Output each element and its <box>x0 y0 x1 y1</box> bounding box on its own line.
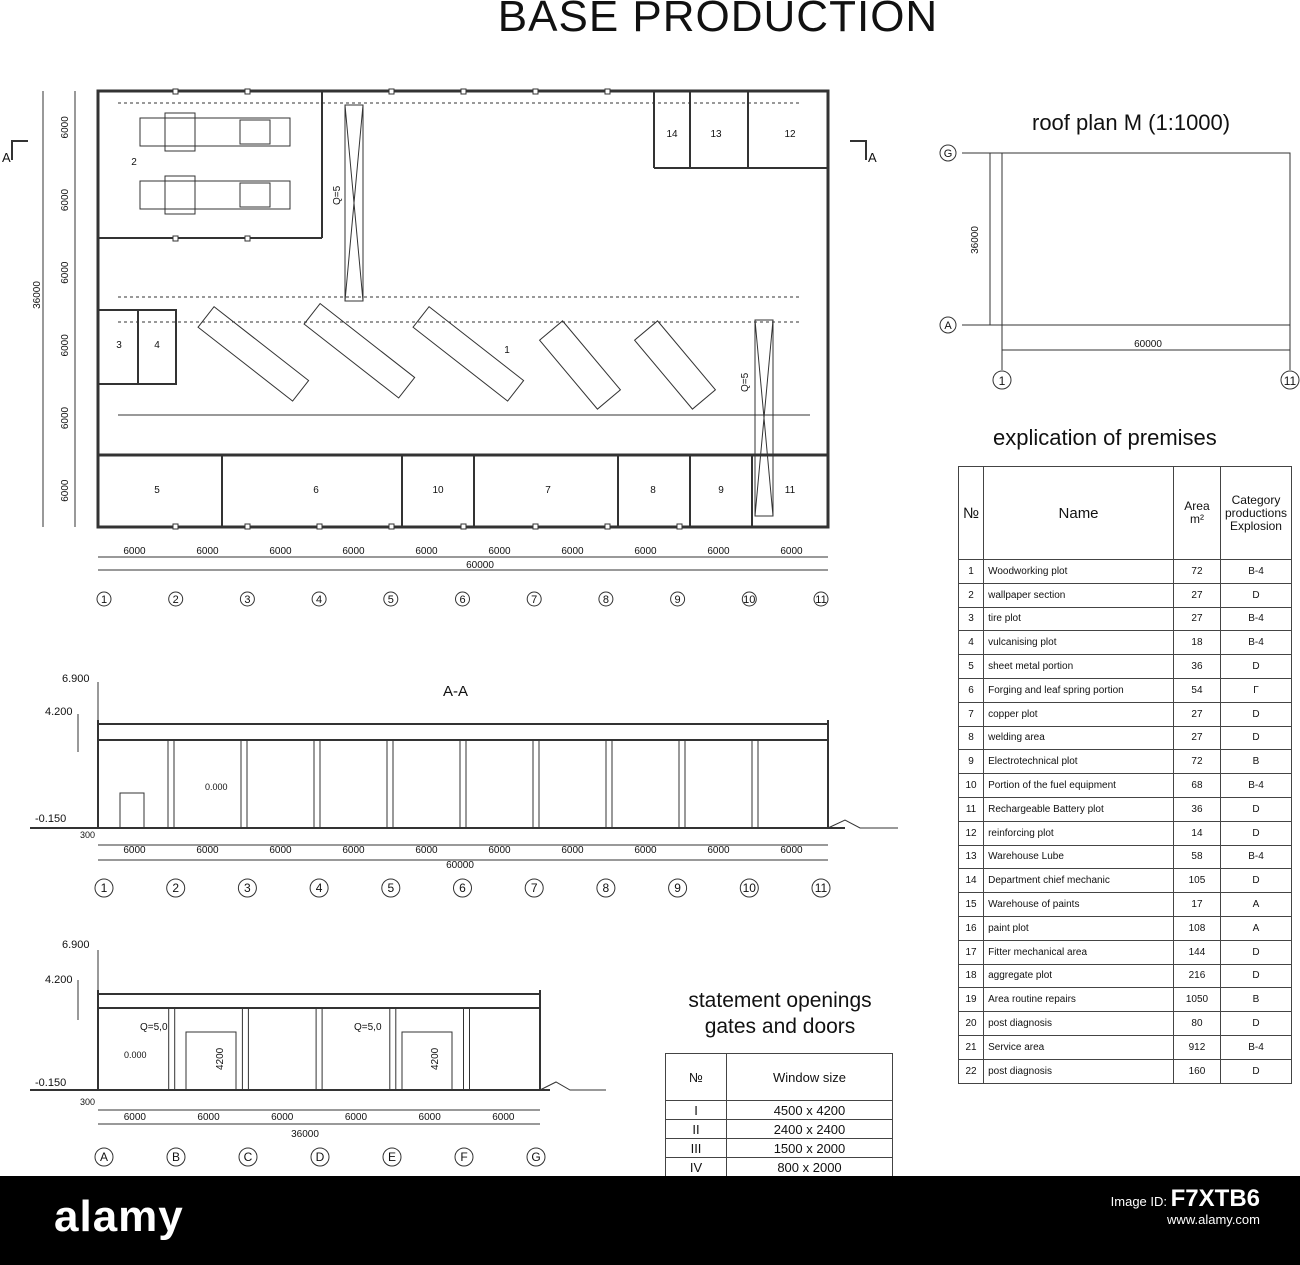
statement-title: statement openings gates and doors <box>688 989 872 1038</box>
explication-cell-cat: D <box>1220 702 1291 726</box>
explication-cell-no: 5 <box>959 655 984 679</box>
axis-label: 3 <box>244 594 251 606</box>
bb-offset: 300 <box>80 1097 96 1107</box>
explication-cell-cat: D <box>1220 964 1291 988</box>
openings-row <box>666 1120 893 1139</box>
section-column <box>314 740 320 828</box>
explication-cell-cat: Г <box>1220 678 1291 702</box>
section-bb-columns <box>169 1008 470 1090</box>
roof-outline <box>1002 153 1290 325</box>
openings-header-size: Window size <box>727 1054 893 1101</box>
explication-cell-cat: D <box>1220 583 1291 607</box>
roof-vdim: 36000 <box>970 226 981 254</box>
explication-row <box>959 845 1292 869</box>
explication-cell-name: sheet metal portion <box>984 655 1174 679</box>
openings-cell-size: 800 x 2000 <box>727 1158 893 1177</box>
explication-cell-no: 21 <box>959 1035 984 1059</box>
explication-cell-cat: B-4 <box>1220 845 1291 869</box>
section-column <box>169 1008 175 1090</box>
bb-gate-height-2: 4200 <box>430 1047 441 1070</box>
bb-crane-label-1: Q=5,0 <box>140 1022 168 1033</box>
explication-cell-no: 4 <box>959 631 984 655</box>
dimension-label: 6000 <box>634 845 657 856</box>
explication-cell-cat: B <box>1220 750 1291 774</box>
explication-cell-area: 27 <box>1173 726 1220 750</box>
explication-cell-name: post diagnosis <box>984 1012 1174 1036</box>
dimension-label: 6000 <box>123 546 146 557</box>
axis-label: E <box>387 1150 397 1164</box>
explication-cell-name: copper plot <box>984 702 1174 726</box>
aa-level-eave: 4.200 <box>45 706 73 718</box>
vertical-dimension-label: 6000 <box>60 188 71 212</box>
explication-row <box>959 821 1292 845</box>
openings-cell-size: 4500 x 4200 <box>727 1101 893 1120</box>
explication-header-row <box>959 467 1292 560</box>
explication-cell-no: 16 <box>959 916 984 940</box>
axis-label: 1 <box>100 881 108 895</box>
openings-cell-no: II <box>666 1120 727 1139</box>
axis-label: 2 <box>172 594 179 606</box>
explication-cell-area: 216 <box>1173 964 1220 988</box>
explication-cell-area: 17 <box>1173 893 1220 917</box>
axis-label: 10 <box>742 881 756 895</box>
openings-cell-no: III <box>666 1139 727 1158</box>
room-number: 5 <box>154 485 160 496</box>
dimension-label: 6000 <box>415 546 438 557</box>
explication-cell-name: Warehouse of paints <box>984 893 1174 917</box>
explication-cell-no: 9 <box>959 750 984 774</box>
room-number: 6 <box>313 485 319 496</box>
explication-row <box>959 607 1292 631</box>
explication-row <box>959 750 1292 774</box>
image-id: F7XTB6 <box>1170 1185 1260 1212</box>
drawing-title: BASE PRODUCTION <box>497 0 939 41</box>
bb-total-dim: 36000 <box>291 1129 319 1140</box>
explication-table <box>958 466 1292 1084</box>
explication-cell-no: 17 <box>959 940 984 964</box>
dimension-label: 6000 <box>488 546 511 557</box>
explication-row <box>959 560 1292 584</box>
explication-cell-name: post diagnosis <box>984 1059 1174 1083</box>
explication-row <box>959 916 1292 940</box>
section-mark-right: A <box>868 150 877 165</box>
explication-row <box>959 893 1292 917</box>
plan-total-dim: 60000 <box>466 560 494 571</box>
explication-cell-no: 10 <box>959 774 984 798</box>
roof-hdim: 60000 <box>1134 339 1162 350</box>
axis-label: 7 <box>531 594 538 606</box>
explication-cell-no: 12 <box>959 821 984 845</box>
explication-cell-area: 144 <box>1173 940 1220 964</box>
explication-cell-cat: D <box>1220 869 1291 893</box>
explication-row <box>959 583 1292 607</box>
explication-cell-area: 27 <box>1173 702 1220 726</box>
explication-cell-no: 22 <box>959 1059 984 1083</box>
crane-label-2: Q=5 <box>740 372 751 392</box>
axis-label: 8 <box>602 881 610 895</box>
vertical-dimension-label: 6000 <box>60 406 71 430</box>
explication-cell-area: 72 <box>1173 750 1220 774</box>
section-column <box>316 1008 322 1090</box>
explication-cell-area: 1050 <box>1173 988 1220 1012</box>
explication-cell-name: tire plot <box>984 607 1174 631</box>
explication-cell-name: reinforcing plot <box>984 821 1174 845</box>
explication-cell-area: 27 <box>1173 583 1220 607</box>
dimension-label: 6000 <box>269 845 292 856</box>
watermark-footer <box>0 1176 1300 1265</box>
roof-axis-left: 1 <box>998 374 1006 388</box>
vertical-dimension-label: 6000 <box>60 334 71 357</box>
axis-label: 8 <box>602 594 609 606</box>
vertical-dimension-label: 6000 <box>60 261 71 284</box>
footer-info <box>1110 1185 1260 1229</box>
room-number: 12 <box>784 129 796 140</box>
room-number: 2 <box>131 157 137 168</box>
section-column <box>464 1008 470 1090</box>
explication-row <box>959 631 1292 655</box>
explication-cell-cat: A <box>1220 893 1291 917</box>
explication-cell-no: 3 <box>959 607 984 631</box>
aa-level-ground: -0.150 <box>35 813 67 825</box>
explication-cell-name: Fitter mechanical area <box>984 940 1174 964</box>
aa-offset: 300 <box>80 830 96 840</box>
brand-logo: alamy <box>54 1192 184 1241</box>
room-number: 10 <box>432 485 444 496</box>
bb-level-top: 6.900 <box>62 939 90 951</box>
dimension-label: 6000 <box>561 546 584 557</box>
axis-label: F <box>460 1150 468 1164</box>
aa-level-floor: 0.000 <box>205 782 228 792</box>
explication-cell-cat: B-4 <box>1220 774 1291 798</box>
openings-cell-size: 1500 x 2000 <box>727 1139 893 1158</box>
axis-label: B <box>171 1150 181 1164</box>
section-column <box>460 740 466 828</box>
header-name: Name <box>984 467 1174 560</box>
roof-axis-right: 11 <box>1283 374 1297 388</box>
explication-cell-no: 7 <box>959 702 984 726</box>
roof-plan-title: roof plan M (1:1000) <box>1032 110 1231 135</box>
openings-header-no: № <box>666 1054 727 1101</box>
room-number: 7 <box>545 485 551 496</box>
vertical-dimension-label: 6000 <box>60 116 71 139</box>
vertical-dimension-label: 6000 <box>60 479 71 502</box>
explication-row <box>959 702 1292 726</box>
axis-label: G <box>531 1150 541 1164</box>
header-area: Area m² <box>1173 467 1220 560</box>
axis-label: 11 <box>815 594 827 606</box>
explication-cell-area: 14 <box>1173 821 1220 845</box>
openings-cell-no: I <box>666 1101 727 1120</box>
axis-label: 1 <box>100 594 108 606</box>
section-column <box>533 740 539 828</box>
explication-cell-name: Forging and leaf spring portion <box>984 678 1174 702</box>
dimension-label: 6000 <box>342 546 365 557</box>
dimension-label: 6000 <box>196 546 219 557</box>
section-column <box>390 1008 396 1090</box>
explication-cell-cat: D <box>1220 655 1291 679</box>
dimension-label: 6000 <box>561 845 584 856</box>
explication-cell-cat: D <box>1220 1059 1291 1083</box>
bb-crane-label-2: Q=5,0 <box>354 1022 382 1033</box>
room-number: 14 <box>666 129 678 140</box>
roof-axis-bottom: A <box>944 320 952 332</box>
explication-cell-area: 58 <box>1173 845 1220 869</box>
explication-cell-no: 11 <box>959 797 984 821</box>
axis-label: D <box>315 1150 325 1164</box>
explication-cell-no: 13 <box>959 845 984 869</box>
axis-label: 7 <box>530 881 538 895</box>
bb-level-floor: 0.000 <box>124 1050 147 1060</box>
section-column <box>241 740 247 828</box>
explication-cell-area: 36 <box>1173 797 1220 821</box>
aa-level-top: 6.900 <box>62 673 90 685</box>
explication-cell-cat: D <box>1220 797 1291 821</box>
axis-label: C <box>243 1150 253 1164</box>
explication-cell-area: 108 <box>1173 916 1220 940</box>
openings-row <box>666 1101 893 1120</box>
explication-cell-cat: A <box>1220 916 1291 940</box>
explication-cell-cat: B-4 <box>1220 1035 1291 1059</box>
explication-cell-cat: B <box>1220 988 1291 1012</box>
bb-gate-height-1: 4200 <box>215 1047 226 1070</box>
room-number: 11 <box>784 485 796 496</box>
explication-cell-no: 6 <box>959 678 984 702</box>
dimension-label: 6000 <box>492 1112 515 1123</box>
explication-cell-cat: D <box>1220 940 1291 964</box>
axis-label: 3 <box>244 881 251 895</box>
axis-label: 5 <box>387 881 395 895</box>
axis-label: 6 <box>459 881 466 895</box>
dimension-label: 6000 <box>123 845 146 856</box>
explication-row <box>959 678 1292 702</box>
explication-cell-name: paint plot <box>984 916 1174 940</box>
room-number: 9 <box>718 485 724 496</box>
explication-cell-area: 68 <box>1173 774 1220 798</box>
explication-cell-area: 18 <box>1173 631 1220 655</box>
axis-label: 9 <box>674 594 681 606</box>
openings-row <box>666 1158 893 1177</box>
explication-row <box>959 1059 1292 1083</box>
explication-cell-no: 14 <box>959 869 984 893</box>
dimension-label: 6000 <box>342 845 365 856</box>
crane-label-1: Q=5 <box>332 185 343 205</box>
section-column <box>168 740 174 828</box>
explication-cell-area: 54 <box>1173 678 1220 702</box>
section-aa-columns <box>168 740 758 828</box>
plan-vtotal-dim: 36000 <box>32 281 43 309</box>
explication-cell-no: 19 <box>959 988 984 1012</box>
dimension-label: 6000 <box>344 1112 368 1123</box>
dimension-label: 6000 <box>418 1112 441 1123</box>
explication-cell-name: Warehouse Lube <box>984 845 1174 869</box>
explication-cell-area: 72 <box>1173 560 1220 584</box>
explication-cell-no: 8 <box>959 726 984 750</box>
dimension-label: 6000 <box>780 845 803 856</box>
explication-cell-name: vulcanising plot <box>984 631 1174 655</box>
dimension-label: 6000 <box>780 546 803 557</box>
explication-cell-area: 36 <box>1173 655 1220 679</box>
explication-cell-name: aggregate plot <box>984 964 1174 988</box>
explication-cell-name: Department chief mechanic <box>984 869 1174 893</box>
room-number: 8 <box>650 485 656 496</box>
bb-level-ground: -0.150 <box>35 1077 67 1089</box>
section-column <box>387 740 393 828</box>
axis-label: 2 <box>172 881 180 895</box>
site-url: www.alamy.com <box>1167 1212 1260 1227</box>
section-aa-title: A-A <box>443 683 469 700</box>
header-category: Category productions Explosion <box>1220 467 1291 560</box>
axis-label: 4 <box>316 594 323 606</box>
section-column <box>606 740 612 828</box>
dimension-label: 6000 <box>707 845 730 856</box>
explication-cell-area: 160 <box>1173 1059 1220 1083</box>
section-column <box>752 740 758 828</box>
openings-table <box>665 1053 893 1177</box>
explication-cell-cat: D <box>1220 1012 1291 1036</box>
section-mark-left: A <box>2 150 11 165</box>
explication-cell-no: 2 <box>959 583 984 607</box>
openings-header-row <box>666 1054 893 1101</box>
explication-cell-cat: B-4 <box>1220 631 1291 655</box>
axis-label: 5 <box>387 594 394 606</box>
explication-cell-cat: B-4 <box>1220 607 1291 631</box>
aa-total-dim: 60000 <box>446 860 474 871</box>
dimension-label: 6000 <box>271 1112 294 1123</box>
explication-row <box>959 797 1292 821</box>
explication-cell-cat: B-4 <box>1220 560 1291 584</box>
bb-level-eave: 4.200 <box>45 974 73 986</box>
axis-label: 10 <box>743 594 756 606</box>
explication-cell-area: 27 <box>1173 607 1220 631</box>
axis-label: A <box>99 1150 109 1164</box>
openings-cell-no: IV <box>666 1158 727 1177</box>
dimension-label: 6000 <box>269 546 292 557</box>
axis-label: 11 <box>814 881 828 895</box>
openings-cell-size: 2400 x 2400 <box>727 1120 893 1139</box>
explication-cell-name: welding area <box>984 726 1174 750</box>
explication-row <box>959 940 1292 964</box>
explication-cell-no: 18 <box>959 964 984 988</box>
explication-cell-name: Service area <box>984 1035 1174 1059</box>
section-column <box>679 740 685 828</box>
explication-row <box>959 726 1292 750</box>
dimension-label: 6000 <box>707 546 730 557</box>
explication-cell-cat: D <box>1220 726 1291 750</box>
explication-cell-area: 105 <box>1173 869 1220 893</box>
axis-label: 6 <box>459 594 466 606</box>
explication-cell-name: Woodworking plot <box>984 560 1174 584</box>
explication-cell-cat: D <box>1220 821 1291 845</box>
axis-label: 9 <box>674 881 681 895</box>
explication-row <box>959 964 1292 988</box>
dimension-label: 6000 <box>634 546 657 557</box>
explication-cell-name: Electrotechnical plot <box>984 750 1174 774</box>
image-id-label: Image ID: <box>1110 1194 1168 1209</box>
dimension-label: 6000 <box>488 845 511 856</box>
roof-axis-top: G <box>943 148 953 160</box>
explication-row <box>959 655 1292 679</box>
explication-cell-area: 80 <box>1173 1012 1220 1036</box>
header-no: № <box>959 467 984 560</box>
explication-row <box>959 774 1292 798</box>
section-column <box>242 1008 248 1090</box>
room-number: 3 <box>116 340 122 351</box>
explication-cell-name: wallpaper section <box>984 583 1174 607</box>
explication-title: explication of premises <box>993 425 1217 450</box>
dimension-label: 6000 <box>197 1112 220 1123</box>
dimension-label: 6000 <box>123 1112 146 1123</box>
dimension-label: 6000 <box>415 845 438 856</box>
room-number: 1 <box>504 345 510 356</box>
explication-row <box>959 869 1292 893</box>
explication-cell-name: Rechargeable Battery plot <box>984 797 1174 821</box>
room-number: 4 <box>154 340 160 351</box>
explication-cell-name: Area routine repairs <box>984 988 1174 1012</box>
explication-cell-no: 1 <box>959 560 984 584</box>
explication-cell-no: 15 <box>959 893 984 917</box>
explication-row <box>959 1012 1292 1036</box>
explication-cell-name: Portion of the fuel equipment <box>984 774 1174 798</box>
explication-row <box>959 1035 1292 1059</box>
explication-row <box>959 988 1292 1012</box>
plan-outer-wall <box>98 91 828 527</box>
axis-label: 4 <box>315 881 323 895</box>
room-number: 13 <box>710 129 722 140</box>
openings-row <box>666 1139 893 1158</box>
dimension-label: 6000 <box>196 845 219 856</box>
explication-cell-no: 20 <box>959 1012 984 1036</box>
explication-cell-area: 912 <box>1173 1035 1220 1059</box>
